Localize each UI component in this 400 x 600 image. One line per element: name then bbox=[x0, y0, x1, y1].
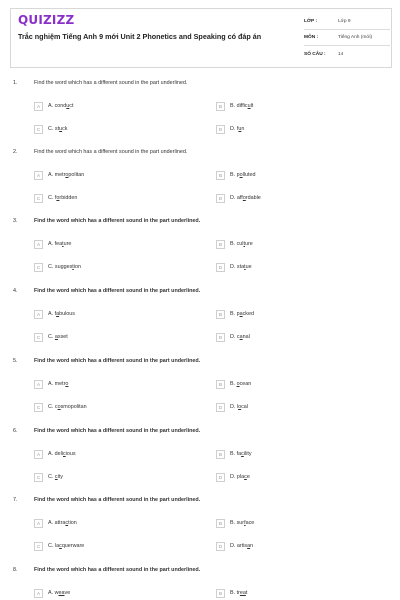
underlined-part: u bbox=[247, 103, 251, 109]
option-letter-box: D bbox=[216, 263, 225, 272]
option-text bbox=[48, 334, 68, 340]
answer-option-c[interactable] bbox=[34, 541, 84, 551]
word-part: sur bbox=[236, 520, 245, 526]
option-label: D. bbox=[230, 126, 236, 132]
word-part: attra bbox=[54, 520, 66, 526]
quizizz-logo: QUIZIZZ bbox=[18, 13, 75, 27]
option-text bbox=[230, 264, 252, 270]
option-label: A. bbox=[48, 590, 54, 596]
question-text: Find the word which has a different sound in the part underlined. bbox=[34, 80, 188, 86]
option-text bbox=[48, 520, 77, 526]
word-part: n bbox=[250, 543, 254, 549]
option-label: A. bbox=[48, 311, 54, 317]
option-letter-box: B bbox=[216, 310, 225, 319]
word-part: ility bbox=[243, 451, 252, 457]
question-text: Find the word which has a different sound in the part underlined. bbox=[34, 288, 201, 294]
option-text bbox=[230, 404, 248, 410]
option-text bbox=[48, 172, 84, 178]
option-letter-box: D bbox=[216, 194, 225, 203]
answer-option-b[interactable] bbox=[216, 588, 247, 598]
option-label: B. bbox=[230, 381, 236, 387]
meta-label: MÔN : bbox=[304, 35, 319, 40]
option-letter-box: D bbox=[216, 542, 225, 551]
underlined-part: c bbox=[54, 474, 58, 480]
option-text bbox=[230, 474, 250, 480]
option-label: D. bbox=[230, 195, 236, 201]
answer-option-d[interactable] bbox=[216, 541, 253, 551]
word-part: pla bbox=[236, 474, 245, 480]
word-part: la bbox=[54, 543, 60, 549]
word-part: metr bbox=[54, 381, 66, 387]
question-number: 2. bbox=[13, 149, 18, 155]
underlined-part: a bbox=[56, 311, 60, 317]
answer-option-d[interactable] bbox=[216, 402, 248, 412]
option-text bbox=[230, 381, 251, 387]
word-part: politan bbox=[68, 172, 85, 178]
word-part: ious bbox=[65, 451, 76, 457]
word-part: fea bbox=[54, 241, 63, 247]
question-text: Find the word which has a different sound in the part underlined. bbox=[34, 497, 201, 503]
meta-row-subject bbox=[304, 30, 390, 46]
option-letter-box: C bbox=[34, 333, 43, 342]
word-part: w bbox=[54, 590, 59, 596]
word-part: deli bbox=[54, 451, 63, 457]
option-label: B. bbox=[230, 172, 236, 178]
underlined-part: c bbox=[241, 451, 244, 457]
word-part: c bbox=[236, 334, 240, 340]
word-part: artis bbox=[236, 543, 248, 549]
underlined-part: o bbox=[65, 172, 69, 178]
option-text bbox=[230, 451, 252, 457]
option-label: A. bbox=[48, 241, 54, 247]
underlined-part: ea bbox=[239, 590, 246, 596]
question-text: Find the word which has a different sound in the part underlined. bbox=[34, 358, 201, 364]
question-text: Find the word which has a different sound in the part underlined. bbox=[34, 149, 188, 155]
meta-label: SỐ CÂU : bbox=[304, 51, 326, 57]
option-label: C. bbox=[48, 195, 54, 201]
option-label: B. bbox=[230, 311, 236, 317]
option-label: B. bbox=[230, 241, 236, 247]
option-label: C. bbox=[48, 543, 54, 549]
meta-table bbox=[304, 14, 390, 62]
word-part: p bbox=[236, 172, 240, 178]
answer-option-c[interactable] bbox=[34, 402, 87, 412]
word-part: f bbox=[54, 195, 57, 201]
answer-option-d[interactable] bbox=[216, 332, 250, 342]
word-part: lluted bbox=[242, 172, 256, 178]
option-label: D. bbox=[230, 474, 236, 480]
option-label: C. bbox=[48, 334, 54, 340]
answer-option-a[interactable] bbox=[34, 309, 75, 319]
option-letter-box: B bbox=[216, 102, 225, 111]
option-text bbox=[230, 311, 254, 317]
answer-option-d[interactable] bbox=[216, 124, 244, 134]
option-letter-box: B bbox=[216, 589, 225, 598]
option-label: D. bbox=[230, 543, 236, 549]
underlined-part: o bbox=[236, 381, 240, 387]
word-part: sugges bbox=[54, 264, 73, 270]
underlined-part: u bbox=[238, 126, 242, 132]
question-number: 5. bbox=[13, 358, 18, 364]
option-letter-box: A bbox=[34, 589, 43, 598]
document-header bbox=[10, 8, 392, 68]
option-text bbox=[48, 103, 74, 109]
answer-option-b[interactable] bbox=[216, 239, 253, 249]
word-part: cond bbox=[54, 103, 67, 109]
answer-option-d[interactable] bbox=[216, 193, 261, 203]
word-part: cean bbox=[239, 381, 252, 387]
option-label: B. bbox=[230, 451, 236, 457]
option-text bbox=[230, 543, 253, 549]
option-letter-box: D bbox=[216, 403, 225, 412]
option-label: C. bbox=[48, 126, 54, 132]
underlined-part: c bbox=[59, 543, 62, 549]
meta-value: Tiếng Anh (mới) bbox=[338, 35, 373, 40]
answer-option-c[interactable] bbox=[34, 193, 77, 203]
word-part: rdable bbox=[245, 195, 261, 201]
question-number: 3. bbox=[13, 218, 18, 224]
underlined-part: o bbox=[239, 172, 243, 178]
option-letter-box: C bbox=[34, 473, 43, 482]
word-part: sset bbox=[57, 334, 68, 340]
word-part: ure bbox=[245, 241, 253, 247]
answer-option-b[interactable] bbox=[216, 518, 254, 528]
word-part: metr bbox=[54, 172, 66, 178]
word-part: bulous bbox=[59, 311, 75, 317]
option-text bbox=[48, 404, 87, 410]
meta-value: 14 bbox=[338, 51, 344, 57]
meta-row-class bbox=[304, 14, 390, 30]
answer-option-c[interactable] bbox=[34, 472, 63, 482]
underlined-part: o bbox=[238, 404, 242, 410]
option-letter-box: C bbox=[34, 542, 43, 551]
option-text bbox=[48, 543, 84, 549]
option-letter-box: D bbox=[216, 125, 225, 134]
option-letter-box: C bbox=[34, 263, 43, 272]
option-text bbox=[48, 264, 81, 270]
word-part: ct bbox=[69, 103, 74, 109]
option-text bbox=[230, 241, 253, 247]
meta-value: Lớp 9 bbox=[338, 19, 351, 24]
word-part: tion bbox=[68, 520, 77, 526]
question-text: Find the word which has a different sound in the part underlined. bbox=[34, 428, 201, 434]
answer-option-a[interactable] bbox=[34, 518, 77, 528]
option-label: D. bbox=[230, 334, 236, 340]
option-text bbox=[48, 590, 70, 596]
word-part: ace bbox=[245, 520, 255, 526]
option-letter-box: B bbox=[216, 380, 225, 389]
word-part: c bbox=[54, 404, 58, 410]
question-number: 6. bbox=[13, 428, 18, 434]
option-label: B. bbox=[230, 103, 236, 109]
question-number: 4. bbox=[13, 288, 18, 294]
option-label: C. bbox=[48, 404, 54, 410]
underlined-part: c bbox=[63, 451, 66, 457]
option-letter-box: B bbox=[216, 171, 225, 180]
option-label: C. bbox=[48, 474, 54, 480]
underlined-part: a bbox=[54, 334, 58, 340]
question-number: 7. bbox=[13, 497, 18, 503]
meta-row-count bbox=[304, 46, 390, 62]
underlined-part: o bbox=[65, 381, 69, 387]
underlined-part: t bbox=[72, 264, 74, 270]
option-label: D. bbox=[230, 264, 236, 270]
underlined-part: t bbox=[244, 264, 246, 270]
option-label: B. bbox=[230, 520, 236, 526]
answer-option-a[interactable] bbox=[34, 379, 68, 389]
option-letter-box: A bbox=[34, 102, 43, 111]
word-part: tr bbox=[236, 590, 240, 596]
underlined-part: c bbox=[65, 520, 69, 526]
option-letter-box: A bbox=[34, 450, 43, 459]
underlined-part: a bbox=[247, 543, 251, 549]
word-part: nal bbox=[242, 334, 250, 340]
option-label: A. bbox=[48, 520, 54, 526]
answer-option-a[interactable] bbox=[34, 101, 74, 111]
answer-option-a[interactable] bbox=[34, 170, 84, 180]
answer-option-b[interactable] bbox=[216, 170, 255, 180]
word-part: rbidden bbox=[59, 195, 78, 201]
word-part: fa bbox=[236, 451, 242, 457]
word-part: p bbox=[236, 311, 240, 317]
option-text bbox=[230, 126, 244, 132]
word-part: aff bbox=[236, 195, 243, 201]
underlined-part: t bbox=[62, 241, 64, 247]
word-part: ure bbox=[63, 241, 72, 247]
option-label: B. bbox=[230, 590, 236, 596]
word-part: lt bbox=[250, 103, 254, 109]
word-part: querware bbox=[61, 543, 85, 549]
underlined-part: f bbox=[244, 520, 246, 526]
answer-option-c[interactable] bbox=[34, 262, 81, 272]
underlined-part: o bbox=[57, 404, 61, 410]
word-part: l bbox=[236, 404, 239, 410]
option-letter-box: B bbox=[216, 519, 225, 528]
question-number: 1. bbox=[13, 80, 18, 86]
answer-option-c[interactable] bbox=[34, 124, 68, 134]
question-text: Find the word which has a different sound in the part underlined. bbox=[34, 567, 201, 573]
option-label: A. bbox=[48, 172, 54, 178]
option-text bbox=[230, 103, 253, 109]
option-text bbox=[230, 520, 254, 526]
word-part: st bbox=[54, 126, 60, 132]
underlined-part: o bbox=[242, 195, 246, 201]
option-letter-box: A bbox=[34, 240, 43, 249]
word-part: smopolitan bbox=[60, 404, 87, 410]
word-part: sta bbox=[236, 264, 245, 270]
underlined-part: a bbox=[239, 311, 243, 317]
answer-option-b[interactable] bbox=[216, 101, 253, 111]
underlined-part: u bbox=[59, 126, 63, 132]
word-part: cal bbox=[241, 404, 249, 410]
option-text bbox=[230, 195, 261, 201]
word-part: ck bbox=[62, 126, 68, 132]
option-text bbox=[48, 311, 75, 317]
word-part: f bbox=[236, 126, 239, 132]
option-letter-box: A bbox=[34, 519, 43, 528]
option-letter-box: B bbox=[216, 450, 225, 459]
option-text bbox=[230, 172, 255, 178]
word-part: e bbox=[246, 474, 250, 480]
option-label: A. bbox=[48, 451, 54, 457]
underlined-part: a bbox=[239, 334, 243, 340]
option-label: A. bbox=[48, 381, 54, 387]
question-text: Find the word which has a different sound in the part underlined. bbox=[34, 218, 201, 224]
option-label: D. bbox=[230, 404, 236, 410]
option-letter-box: C bbox=[34, 125, 43, 134]
option-letter-box: A bbox=[34, 171, 43, 180]
option-text bbox=[230, 590, 247, 596]
word-part: cked bbox=[242, 311, 254, 317]
underlined-part: ea bbox=[58, 590, 65, 596]
option-letter-box: A bbox=[34, 380, 43, 389]
page-title: Trắc nghiệm Tiếng Anh 9 mới Unit 2 Phonetics and Speaking có đáp án bbox=[18, 32, 262, 41]
answer-option-a[interactable] bbox=[34, 588, 70, 598]
option-text bbox=[48, 451, 76, 457]
option-text bbox=[230, 334, 250, 340]
word-part: ve bbox=[64, 590, 71, 596]
question-number: 8. bbox=[13, 567, 18, 573]
option-letter-box: D bbox=[216, 333, 225, 342]
answer-option-d[interactable] bbox=[216, 262, 252, 272]
option-text bbox=[48, 195, 77, 201]
answer-option-c[interactable] bbox=[34, 332, 68, 342]
option-letter-box: A bbox=[34, 310, 43, 319]
word-part: f bbox=[54, 311, 57, 317]
underlined-part: c bbox=[244, 474, 247, 480]
meta-label: LỚP : bbox=[304, 19, 318, 24]
answer-option-a[interactable] bbox=[34, 239, 71, 249]
option-text bbox=[48, 474, 63, 480]
option-letter-box: C bbox=[34, 403, 43, 412]
underlined-part: u bbox=[66, 103, 70, 109]
option-label: C. bbox=[48, 264, 54, 270]
option-letter-box: C bbox=[34, 194, 43, 203]
answer-option-d[interactable] bbox=[216, 472, 250, 482]
word-part: t bbox=[245, 590, 248, 596]
option-text bbox=[48, 241, 71, 247]
answer-option-b[interactable] bbox=[216, 449, 252, 459]
answer-option-b[interactable] bbox=[216, 379, 251, 389]
word-part: ue bbox=[245, 264, 252, 270]
word-part: ion bbox=[73, 264, 81, 270]
answer-option-b[interactable] bbox=[216, 309, 254, 319]
word-part: diffic bbox=[236, 103, 248, 109]
option-text bbox=[48, 381, 68, 387]
underlined-part: o bbox=[56, 195, 60, 201]
underlined-part: t bbox=[243, 241, 245, 247]
option-letter-box: B bbox=[216, 240, 225, 249]
word-part: n bbox=[241, 126, 245, 132]
answer-option-a[interactable] bbox=[34, 449, 76, 459]
option-label: A. bbox=[48, 103, 54, 109]
word-part: ity bbox=[57, 474, 64, 480]
word-part: cul bbox=[236, 241, 244, 247]
option-text bbox=[48, 126, 68, 132]
option-letter-box: D bbox=[216, 473, 225, 482]
